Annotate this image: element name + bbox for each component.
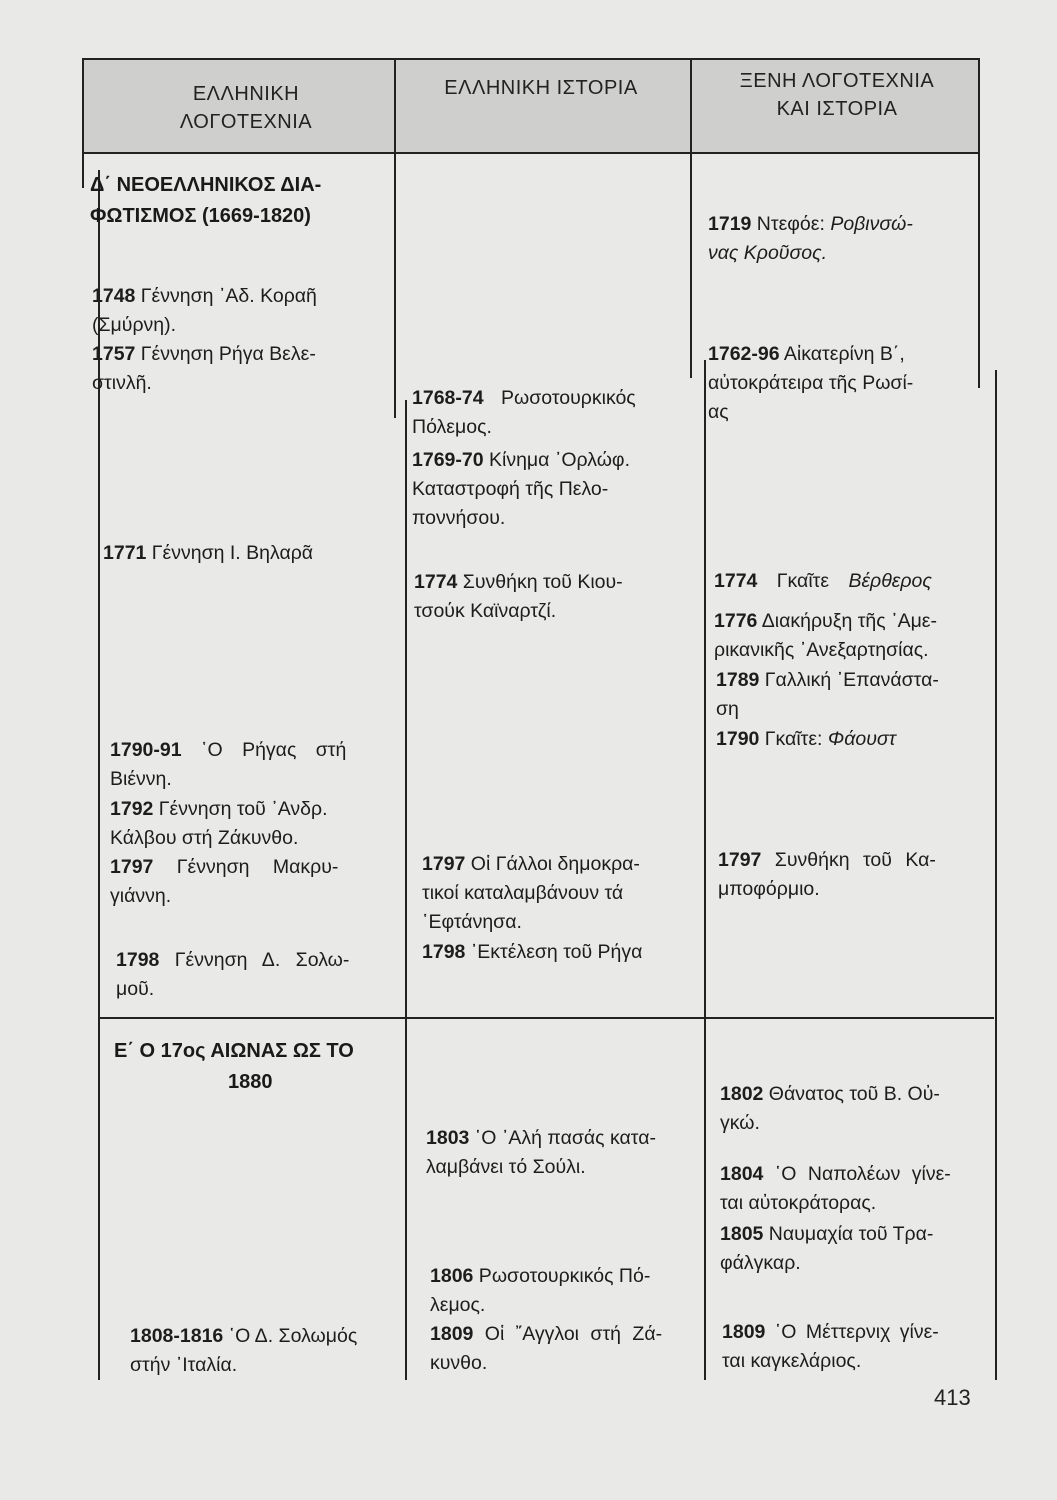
entry-hist-1809: 1809 Οἱ ῎Αγγλοι στή Ζά- κυνθο. (430, 1323, 663, 1374)
header-foreign-literature-history (692, 67, 982, 123)
entry-lit-1748: 1748 Γέννηση ᾿Αδ. Κοραῆ (Σμύρνη). (92, 285, 317, 336)
entry-foreign-1762: 1762-96 Αἰκατερίνη Β΄, αὐτοκράτειρα τῆς Ρωσί- ας (708, 343, 914, 423)
section-title-d (90, 170, 321, 232)
entry-foreign-1789: 1789 Γαλλική ᾿Επανάστα- ση (716, 669, 939, 720)
entry-hist-1798: 1798 ᾿Εκτέλεση τοῦ Ρήγα (422, 941, 643, 963)
entry-foreign-1797: 1797 Συνθήκη τοῦ Κα- μποφόρμιο. (718, 849, 936, 900)
entry-lit-1790: 1790-91 ῾Ο Ρήγας στή Βιέννη. (110, 739, 347, 790)
entry-hist-1806: 1806 Ρωσοτουρκικός Πό- λεμος. (430, 1265, 651, 1316)
section-title-e (114, 1036, 394, 1098)
entry-lit-1808: 1808-1816 ῾Ο Δ. Σολωμός στήν ᾿Ιταλία. (130, 1325, 358, 1376)
header-line: ΛΟΓΟΤΕΧΝΙΑ (179, 111, 313, 133)
section-divider (98, 1017, 994, 1019)
entry-lit-1757: 1757 Γέννηση Ρήγα Βελε- στινλῆ. (92, 343, 316, 394)
entry-foreign-1774: 1774 Γκαῖτε Βέρθερος (714, 570, 932, 592)
page-number: 413 (934, 1385, 971, 1410)
table-top-border (82, 58, 980, 60)
entry-hist-1768: 1768-74 Ρωσοτουρκικός Πόλεμος. (412, 387, 636, 438)
entry-hist-1774: 1774 Συνθήκη τοῦ Κιου- τσούκ Καϊναρτζί. (414, 571, 623, 622)
entry-lit-1798: 1798 Γέννηση Δ. Σολω- μοῦ. (116, 949, 350, 1000)
entry-lit-1771: 1771 Γέννηση Ι. Βηλαρᾶ (103, 542, 314, 564)
header-line: ΚΑΙ ΙΣΤΟΡΙΑ (776, 98, 898, 120)
table-left-border-top (82, 58, 84, 188)
column-divider-2-lower (704, 360, 706, 1380)
entry-foreign-1804: 1804 ῾Ο Ναπολέων γίνε- ται αὐτοκράτορας. (720, 1163, 951, 1214)
entry-lit-1797: 1797 Γέννηση Μακρυ- γιάννη. (110, 856, 339, 907)
entry-foreign-1802: 1802 Θάνατος τοῦ Β. Οὐ- γκώ. (720, 1083, 940, 1134)
header-line: ΞΕΝΗ ΛΟΓΟΤΕΧΝΙΑ (739, 70, 935, 92)
section-title-line: ΦΩΤΙΣΜΟΣ (1669-1820) (90, 205, 311, 227)
entry-hist-1769: 1769-70 Κίνημα ᾿Ορλώφ. Καταστροφή τῆς Πελο- ποννήσου. (412, 449, 630, 529)
table-right-border-lower (995, 370, 997, 1380)
header-greek-literature (96, 80, 396, 136)
column-divider-1-lower (405, 400, 407, 1380)
entry-hist-1797: 1797 Οἱ Γάλλοι δημοκρα- τικοί καταλαμβάνουν τά ῾Εφτάνησα. (422, 853, 640, 933)
entry-foreign-1805: 1805 Ναυμαχία τοῦ Τρα- φάλγκαρ. (720, 1223, 934, 1274)
section-title-line: Δ΄ ΝΕΟΕΛΛΗΝΙΚΟΣ ΔΙΑ- (90, 174, 322, 196)
entry-foreign-1790: 1790 Γκαῖτε: Φάουστ (716, 728, 896, 750)
entry-hist-1803: 1803 ῾Ο ᾿Αλή πασάς κατα- λαμβάνει τό Σούλι. (426, 1127, 656, 1178)
entry-lit-1792: 1792 Γέννηση τοῦ ᾿Ανδρ. Κάλβου στή Ζάκυνθο. (110, 798, 328, 849)
table-header-divider (82, 152, 980, 154)
section-title-line: Ε΄ Ο 17ος ΑΙΩΝΑΣ ΩΣ ΤΟ (114, 1040, 354, 1062)
entry-foreign-1776: 1776 Διακήρυξη τῆς ᾿Αμε- ρικανικῆς ᾿Ανεξαρτησίας. (714, 610, 937, 661)
header-line: ΕΛΛΗΝΙΚΗ (192, 83, 300, 105)
entry-foreign-1719: 1719 Ντεφόε: Ροβινσώ- νας Κροῦσος. (708, 213, 913, 264)
section-title-line: 1880 (228, 1071, 273, 1093)
header-line: ΕΛΛΗΝΙΚΗ ΙΣΤΟΡΙΑ (444, 77, 638, 99)
header-greek-history (396, 74, 686, 102)
entry-foreign-1809: 1809 ῾Ο Μέττερνιχ γίνε- ται καγκελάριος. (722, 1321, 939, 1372)
